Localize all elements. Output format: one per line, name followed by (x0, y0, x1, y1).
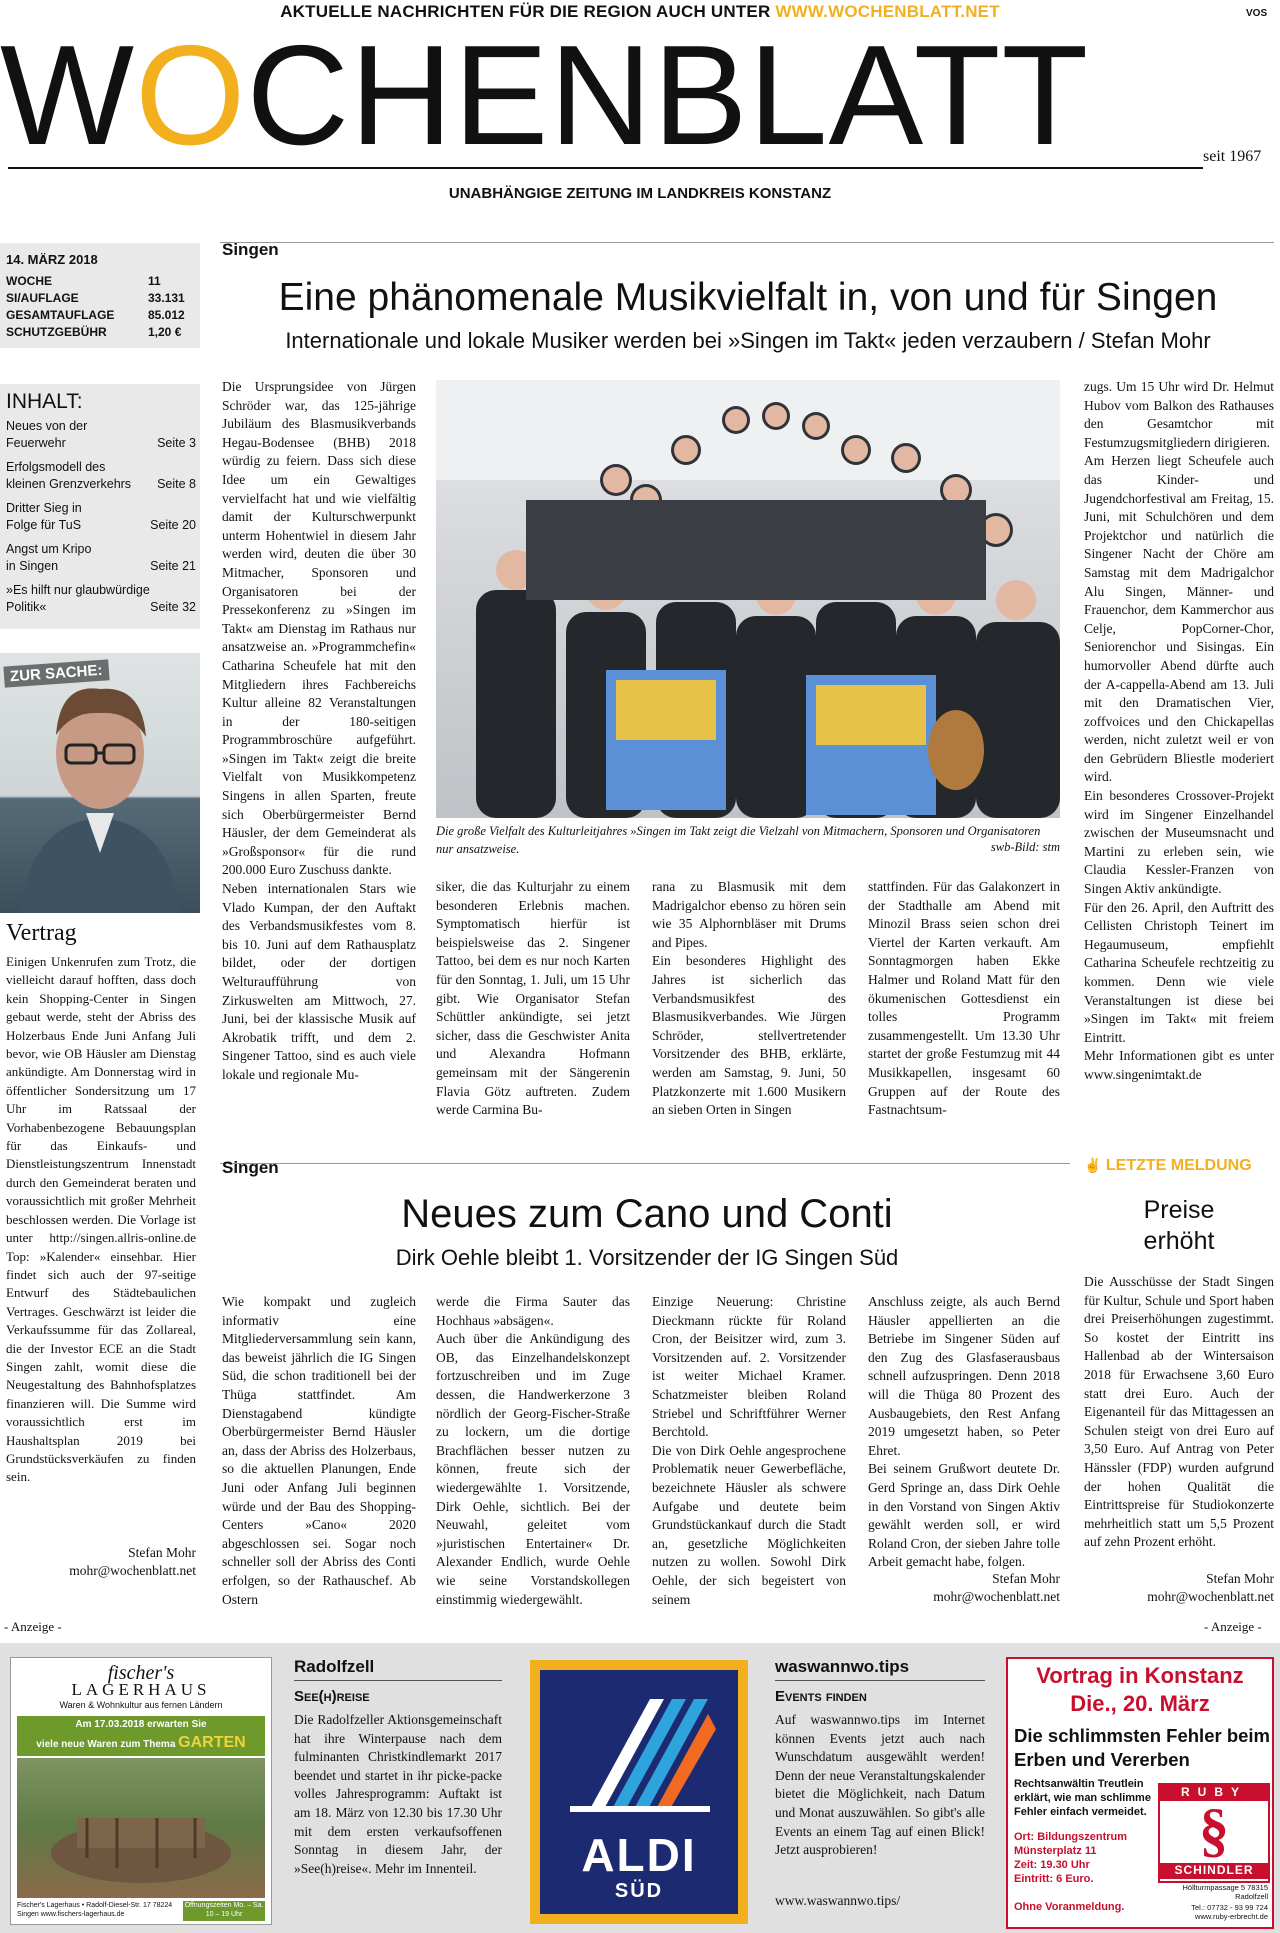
issue-row (6, 273, 194, 290)
second-col-1 (222, 1293, 416, 1609)
masthead-since: seit 1967 (1203, 148, 1262, 165)
issue-row (6, 290, 194, 307)
fischer-banner-line1: Am 17.03.2018 erwarten Sie (75, 1719, 207, 1730)
topline-url[interactable]: WWW.WOCHENBLATT.NET (775, 2, 1000, 21)
issue-info (6, 273, 194, 341)
latest-email: mohr@wochenblatt.net (1147, 1589, 1274, 1604)
ad-fischer[interactable] (10, 1657, 272, 1925)
commentary-text: Einigen Unkenrufen zum Trotz, die vielleicht darauf hofften, dass doch kein Shopping-Center in Singen gebaut werde, steht der Abriss des Holzerbaus Ende Juni Anfang Juli bevor, wie OB Häusler am Dienstag ankündigte. Am Donnerstag wird in öffentlicher Sondersitzung um 17 Uhr im Ratssaal der Vorhabenbezogene Bebauungsplan für das Einkaufs- und Dienstleistungszentrum Innenstadt durch den Gemeinderat beraten und voraussichtlich mit großer Mehrheit beschlossen werden. Die Vorlage ist unter http://singen.allris-online.de Top: »Kalender« einsehbar. Hier findet sich auch der 97-seitige Entwurf des Städtebaulichen Vertrages. Geschwärzt ist leider die Verkaufssumme für das Zollareal, die der Investor ECE an die Stadt Singen zahlt, womit diese die Neugestaltung des Bahnhofsplatzes finanzieren will. Die Summe wird voraussichtlich erst im Haushaltsplan 2019 bei Grundstücksverkäufen zu finden sein. (6, 954, 196, 1485)
lead-photo (436, 380, 1060, 818)
ruby-venue-2: Münsterplatz 11 (1014, 1845, 1097, 1857)
contents-item[interactable] (6, 459, 196, 493)
second-col-1-p1: Wie kompakt und zugleich informativ eine Mitgliederversammlung sein kann, das beweist jährlich die IG Singen Süd, die schon traditionell bei der Thüga stattfindet. Am Dienstagabend kündigte Oberbürgermeister Bernd Häusler an, dass der Abriss des Holzerbaus, so die aktuellen Planungen, Ende Juni oder Anfang Juli beginnen würde und der Bau des Shopping-Centers »Cano« 2020 abgeschlossen sei. Sogar noch schneller soll der Abriss des Conti erfolgen, so der Rathauschef. Ab Ostern (222, 1294, 416, 1607)
fischer-garden-photo (17, 1758, 265, 1898)
waswannwo-title: Events finden (775, 1688, 867, 1705)
waswannwo-text: Auf waswannwo.tips im Internet können Events jetzt auch nach Wunschdatum ausgewählt werden! Denn der neue Veranstaltungskalender bietet die Möglichkeit, nach Datum und Monat auszuwählen. So gibt's alle Events an einem Tag auf einen Blick! Jetzt ausprobieren! (775, 1712, 985, 1858)
contents-item[interactable] (6, 418, 196, 452)
aldi-logo-icon (540, 1684, 738, 1824)
masthead-rule (8, 167, 1203, 169)
contents-item-line1: Angst um Kripo (6, 542, 92, 556)
contents-item-page: Seite 21 (150, 559, 196, 573)
author-portrait (0, 653, 200, 913)
contents-item-line2 (6, 476, 196, 493)
ruby-title-2: Die., 20. März (1070, 1691, 1210, 1716)
issue-row-label: GESAMTAUFLAGE (6, 308, 115, 322)
radolfzell-title: See(h)reise (294, 1688, 370, 1705)
issue-row-value: 11 (148, 274, 161, 288)
second-section: Singen (222, 1158, 279, 1177)
issue-row-value: 1,20 € (148, 325, 182, 339)
latest-tag (1084, 1157, 1252, 1175)
issue-row-value: 85.012 (148, 308, 185, 322)
lead-col-2-p1: siker, die das Kulturjahr zu einem besonderen Erlebnis machen. Symptomatisch hierfür ist beispielsweise das 2. Singener Tattoo, bei dem es nur noch Karten für den Sonntag, 1. Juli, um 15 Uhr gibt. Wie Organisator Stefan Schüttler ankündigte, sei jetzt sicher, dass die Geschwister Anita und Alexandra Hofmann gemeinsam mit der Sängerenin Flavia Götz auftreten. Zudem werde Carmina Bu- (436, 879, 630, 1118)
commentary-title: Vertrag (6, 920, 77, 946)
lead-caption: Die große Vielfalt des Kulturleitjahres »Singen im Takt zeigt die Vielzahl von Mitmachern, Sponsoren und Organisatoren nur ansatzweise. (436, 824, 1041, 856)
lead-col-5-p4: Für den 26. April, den Auftritt des Cellisten Christoph Teinert im Hegaumuseum, empfiehlt Catharina Scheufele rechtzeitig zu kommen. Denn wie viele Veranstaltungen ist diese bei »Singen im Takt« mit freiem Eintritt. (1084, 899, 1274, 1045)
contents-item-line1: Dritter Sieg in (6, 501, 82, 515)
ad-ruby[interactable] (1006, 1657, 1274, 1929)
fischer-banner-word: GARTEN (178, 1734, 246, 1751)
contents-item-page: Seite 8 (157, 477, 196, 491)
ruby-text: Rechtsanwältin Treutlein erklärt, wie man schlimme Fehler einfach vermeidet. (1014, 1778, 1151, 1818)
second-col-3 (652, 1293, 846, 1609)
lead-col-5 (1084, 378, 1274, 1085)
contents-list (6, 418, 196, 623)
ad-aldi[interactable] (530, 1660, 748, 1924)
issue-date: 14. MÄRZ 2018 (6, 252, 98, 267)
contents-item-page: Seite 20 (150, 518, 196, 532)
contents-item-line2 (6, 517, 196, 534)
ruby-fee: Eintritt: 6 Euro. (1014, 1873, 1094, 1885)
waswannwo-site[interactable]: waswannwo.tips (775, 1657, 910, 1676)
ruby-contact: Tel.: 07732 - 93 99 724 www.ruby-erbrecht.de (1191, 1903, 1268, 1921)
lead-photo-credit: swb-Bild: stm (990, 840, 1060, 854)
contents-item-line1: Erfolgsmodell des (6, 460, 106, 474)
lead-col-4-p1: stattfinden. Für das Galakonzert in der Stadthalle am Abend mit Minozil Brass seien schon drei Viertel der Karten verkauft. Am Sonntagmorgen haben Ekke Halmer und Roland Matt für den ökumenischen Gottesdienst ein tolles Programm zusammengestellt. Um 13.30 Uhr startet der große Festumzug mit 44 Musikkapellen, insgesamt 60 Gruppen auf der Route des Fastnachtsum- (868, 879, 1060, 1118)
contents-item-line1: Neues von der (6, 419, 88, 433)
latest-text: Die Ausschüsse der Stadt Singen für Kultur, Schule und Sport haben drei Preiserhöhungen zugestimmt. So kostet der Eintritt ins Hallenbad ab der Wintersaison 2018 für Erwachsene 3,60 Euro statt drei Euro. Auch der Eigenanteil für das Mittagessen an Schulen steigt von drei Euro auf 3,50 Euro. Auf Antrag von Peter Hänssler (FDP) wurden aufgrund der hohen Qualität die Eintrittspreise für Studiokonzerte mehrheitlich statt um 5,5 Prozent auf zehn Prozent erhöht. (1084, 1274, 1274, 1550)
edition-code: VOS (1246, 8, 1268, 19)
fischer-logo-script: fischer's (107, 1662, 175, 1684)
second-col-4-p1: Anschluss zeigte, als auch Bernd Häusler appellierten an die Betriebe im Singener Süden auf den Zug des Glasfaserausbaus schnell aufzuspringen. Denn 2018 will die Thüga 80 Prozent des Ausbaugebiets, den Rest Anfang 2019 umgesetzt haben, so Peter Ehret. (868, 1294, 1060, 1458)
contents-item-text: kleinen Grenzverkehrs (6, 477, 132, 491)
second-col-3-p1: Einzige Neuerung: Christine Dieckmann rückte für Roland Cron, der Beisitzer wird, zum 3. Vorsitzenden auf. 2. Vorsitzender ist weiter Michael Kramer. Schatzmeister bleiben Roland Striebel und Schriftführer Werner Berchtold. (652, 1294, 846, 1440)
logo-o: O (135, 16, 247, 175)
ruby-time: Zeit: 19.30 Uhr (1014, 1859, 1090, 1871)
lead-col-3-p1: rana zu Blasmusik mit dem Madrigalchor ebenso zu hören sein wie 35 Alphornbläser mit Drums and Pipes. (652, 879, 846, 950)
contents-item-text: Feuerwehr (6, 436, 66, 450)
lead-subhead: Internationale und lokale Musiker werden bei »Singen im Takt« jeden verzaubern / Stefan Mohr (285, 328, 1211, 353)
radolfzell-rule (294, 1680, 502, 1681)
second-subhead: Dirk Oehle bleibt 1. Vorsitzender der IG Singen Süd (395, 1245, 899, 1270)
second-col-2-p2: Auch über die Ankündigung des OB, das Einzelhandelskonzept fortzuschreiben und im Zuge dessen, die Handwerkerzone 3 nördlich der Georg-Fischer-Straße zu lockern, um die dortige Brachflächen besser nutzen zu können, freute sich der wiedergewählte 1. Vorsitzende, Dirk Oehle, sichtlich. Bei der Neuwahl, geleitet vom »juristischen Entertainer« Dr. Alexander Endlich, wurde Oehle wie seine Vorstandskollegen einstimmig wiedergewählt. (436, 1331, 630, 1607)
second-top-rule (220, 1163, 1070, 1164)
second-col-2 (436, 1293, 630, 1609)
contents-item[interactable] (6, 500, 196, 534)
radolfzell-city: Radolfzell (294, 1657, 375, 1676)
issue-row (6, 307, 194, 324)
commentary-tag: ZUR SACHE: (3, 659, 109, 687)
contents-title: INHALT: (6, 390, 83, 413)
issue-row-value: 33.131 (148, 291, 185, 305)
lead-col-2 (436, 878, 630, 1120)
commentary-email: mohr@wochenblatt.net (69, 1563, 196, 1578)
radolfzell-text: Die Radolfzeller Aktionsgemeinschaft hat ihre Winterpause nach dem fulminanten Christkindlemarkt 2017 beendet und startet in ihr picke-packe volles Jahresprogramm: Auftakt ist am 18. März von 12.30 bis 17.30 Uhr mit dem ersten verkaufsoffenen Sonntag in diesem Jahr, der »See(h)reise«. Mehr im Innenteil. (294, 1712, 502, 1876)
issue-row-label: SI/AUFLAGE (6, 291, 79, 305)
logo-rest: CHENBLATT (246, 16, 1090, 175)
fischer-footer-address: Fischer's Lagerhaus • Radolf-Diesel-Str. 17 78224 Singen www.fischers-lagerhaus.de (17, 1902, 173, 1918)
lead-headline: Eine phänomenale Musikvielfalt in, von und für Singen (278, 276, 1218, 319)
contents-item-page: Seite 32 (150, 600, 196, 614)
lead-col-5-p3: Ein besonderes Crossover-Projekt wird im Singener Einzelhandel zwischen der Museumsnacht und Martini zu erleben sein, wie Claudia Kessler-Franzen von Singen Aktiv ankündigte. (1084, 788, 1274, 897)
issue-row-label: SCHUTZGEBÜHR (6, 325, 107, 339)
fischer-banner-line2 (17, 1734, 265, 1752)
issue-row (6, 324, 194, 341)
contents-item-line2 (6, 435, 196, 452)
second-headline: Neues zum Cano und Conti (401, 1192, 893, 1236)
latest-headline-1: Preise (1143, 1196, 1215, 1224)
ruby-venue-1: Ort: Bildungszentrum (1014, 1831, 1128, 1843)
lead-col-1-p2: Neben internationalen Stars wie Vlado Kumpan, der den Auftakt des Verbandsmusikfestes vom 8. bis 10. Juni auf dem Rathausplatz bildet, oder der dortigen Welturaufführung von Zirkuswelten am Mittwoch, 27. Juni, bei der klassische Musik auf Akrobatik trifft, und dem 2. Singener Tattoo, sind es auch viele lokale und regionale Mu- (222, 881, 416, 1082)
second-col-3-p2: Die von Dirk Oehle angesprochene Problematik neuer Gewerbefläche, bezeichnete Häusler als schwere Aufgabe und deutete beim Grundstückankauf durch die Stadt an, gesetzliche Möglichkeiten nutzen zu wollen. Sowohl Dirk Oehle, der sich begeistert von seinem (652, 1442, 846, 1607)
latest-headline-2: erhöht (1143, 1227, 1215, 1255)
contents-item-line2 (6, 558, 196, 575)
megaphone-icon: ✌ (1084, 1157, 1102, 1173)
lead-col-3-p2: Ein besonderes Highlight des Jahres ist sicherlich das Verbandsmusikfest des Blasmusikverbandes. Wie Jürgen Schröder, stellvertretender Vorsitzender des BHB, erklärte, werden am Samstag, 9. Juni, 50 Platzkonzerte mit 1.600 Musikern an sieben Orten in Singen (652, 953, 846, 1118)
contents-item[interactable] (6, 582, 196, 616)
logo-w: W (0, 16, 136, 175)
contents-item[interactable] (6, 541, 196, 575)
lead-col-4 (868, 878, 1060, 1120)
lead-col-5-p2: Am Herzen liegt Scheufele auch das Kinder- und Jugendchorfestival am Freitag, 15. Juni, mit Schulchören und dem Projektchor und natürlich die Singener Nacht der Chöre am Samstag mit dem Madrigalchor Alu Singen, Männer- und Frauenchor, dem Kammerchor aus Celje, PopCorner-Chor, Seniorenchor und Sisingas. Ein humorvoller Abend dürfte auch der A-cappella-Abend am 13. Juli mit den Dramatischen Vier, zoffvoices und den Chickapellas werden, nicht zuletzt weil er von den Gebrüdern Bliestle moderiert wird. (1084, 453, 1274, 785)
ruby-logo (1158, 1783, 1270, 1883)
contents-item-text: in Singen (6, 559, 59, 573)
aldi-brand: ALDI (581, 1829, 697, 1881)
second-email: mohr@wochenblatt.net (933, 1589, 1060, 1604)
contents-item-line2 (6, 599, 196, 616)
garden-bench-icon (17, 1758, 265, 1898)
second-col-4-p2: Bei seinem Grußwort deutete Dr. Gerd Springe an, dass Dirk Oehle in den Vorstand von Singen Aktiv gewählt werden soll, er wird Roland Cron, der sieben Jahre tolle Arbeit gemacht habe, folgen. (868, 1461, 1060, 1570)
ruby-title-1: Vortrag in Konstanz (1036, 1663, 1244, 1688)
ruby-logo-s-icon: § (1199, 1797, 1229, 1863)
commentary-author: Stefan Mohr (128, 1545, 196, 1560)
latest-tag-label: LETZTE MELDUNG (1105, 1157, 1252, 1174)
lead-col-5-p5: Mehr Informationen gibt es unter www.singenimtakt.de (1084, 1048, 1274, 1082)
group-photo-icon (436, 380, 1060, 818)
topline-prefix: AKTUELLE NACHRICHTEN FÜR DIE REGION AUCH UNTER (280, 2, 771, 21)
portrait-figure-icon (0, 653, 200, 913)
ruby-logo-bottom: SCHINDLER (1160, 1863, 1268, 1879)
fischer-logo-word: LAGERHAUS (71, 1680, 211, 1699)
ruby-address: Höllturmpassage 5 78315 Radolfzell (1182, 1883, 1268, 1901)
lead-col-5-p1: zugs. Um 15 Uhr wird Dr. Helmut Hubov vom Balkon des Rathauses den Gesamtchor mit Festumzugsmitgliedern dirigieren. (1084, 379, 1274, 450)
second-col-4 (868, 1293, 1060, 1572)
lead-col-1-p1: Die Ursprungsidee von Jürgen Schröder war, das 125-jährige Jubiläum des Blasmusikverbands Hegau-Bodensee (BHB) 2018 würdig zu feiern. Dass sich diese Idee um ein Gewaltiges vervielfacht hat und wie vielfältig damit der Kulturschwerpunkt unterm Hohentwiel in diesem Jahr werden wird, deuten die über 30 Mitmacher, Sponsoren und Organisatoren bei der Pressekonferenz zu »Singen im Takt« am Dienstag im Rathaus nur ansatzweise an. »Programmchefin« Catharina Scheufele hat mit den Mitgliedern ihres Fachbereichs Kultur alleine 82 Veranstaltungen in der 180-seitigen Programmbroschüre aufgeführt. »Singen im Takt« zeigt die breite Vielfalt von Musikkompetenz Singens in allen Sparten, freute sich Oberbürgermeister Bernd Häusler, der dem Gemeinderat als »Großsponsor« für die rund 200.000 Euro Zuschuss dankte. (222, 379, 416, 878)
lead-section: Singen (222, 240, 279, 259)
issue-row-label: WOCHE (6, 274, 52, 288)
contents-item-text: Folge für TuS (6, 518, 82, 532)
lead-col-3 (652, 878, 846, 1120)
contents-item-page: Seite 3 (157, 436, 196, 450)
masthead-logo (0, 16, 1200, 176)
ruby-note: Ohne Voranmeldung. (1014, 1901, 1125, 1913)
anzeige-left: - Anzeige - (4, 1619, 62, 1634)
second-col-2-p1: werde die Firma Sauter das Hochhaus »absägen«. (436, 1294, 630, 1328)
ruby-title-4: Erben und Vererben (1014, 1749, 1190, 1770)
latest-author: Stefan Mohr (1206, 1571, 1274, 1586)
contents-item-line1: »Es hilft nur glaubwürdige (6, 583, 150, 597)
fischer-footer-hours: Öffnungszeiten Mo. – Sa. 10 – 19 Uhr (183, 1901, 265, 1921)
contents-item-text: Politik« (6, 600, 47, 614)
waswannwo-url[interactable]: www.waswannwo.tips/ (775, 1893, 901, 1908)
fischer-logo-tagline: Waren & Wohnkultur aus fernen Ländern (59, 1700, 223, 1710)
masthead-subtitle: UNABHÄNGIGE ZEITUNG IM LANDKREIS KONSTANZ (448, 185, 832, 202)
ruby-logo-top: RUBY (1160, 1785, 1268, 1801)
aldi-region: SÜD (614, 1880, 664, 1902)
aldi-inner (540, 1670, 738, 1914)
waswannwo-rule (775, 1680, 985, 1681)
lead-top-rule (220, 242, 1274, 243)
ruby-title-3: Die schlimmsten Fehler beim (1014, 1725, 1271, 1746)
anzeige-right: - Anzeige - (1204, 1619, 1262, 1634)
lead-col-1 (222, 378, 416, 1085)
second-author: Stefan Mohr (992, 1571, 1060, 1586)
fischer-banner-text: viele neue Waren zum Thema (36, 1739, 176, 1750)
fischer-banner (17, 1716, 265, 1756)
